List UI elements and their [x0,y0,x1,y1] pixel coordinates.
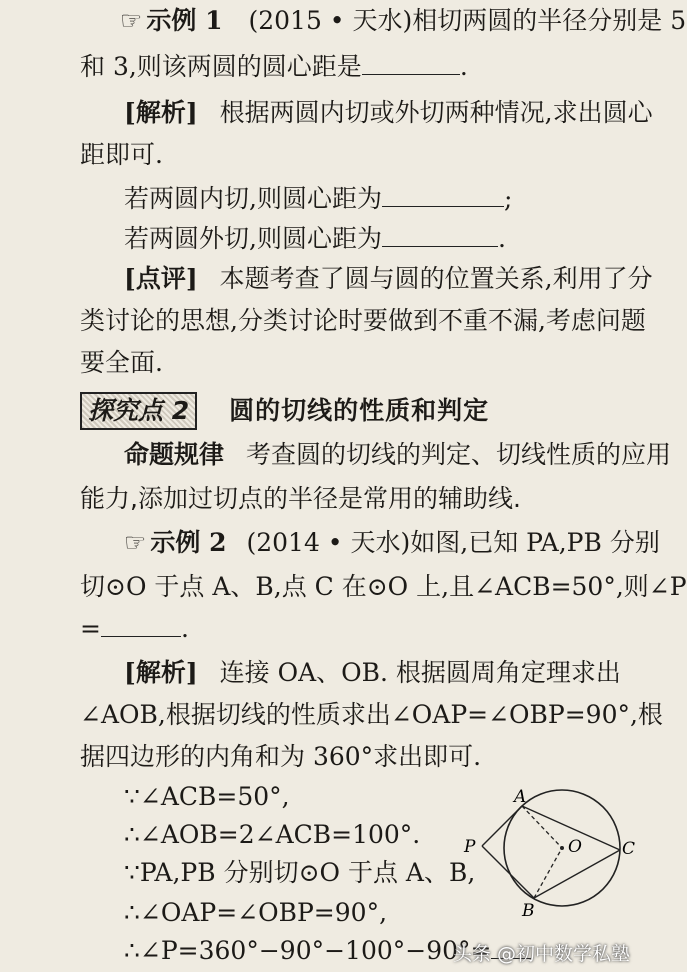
section-box-label: 探究点 2 [80,392,197,430]
step-1-text: ∵∠ACB=50°, [124,782,290,811]
tangent-pa [482,806,522,846]
step-2 [124,818,420,852]
answer-blank-1 [362,50,460,75]
comment1-line3 [80,346,163,380]
answer-blank-4 [101,612,181,637]
analysis1-line2 [80,138,163,172]
step-4-text: ∴∠OAP=∠OBP=90°, [124,898,388,927]
analysis2-text1: 连接 OA、OB. 根据圆周角定理求出 [219,658,621,687]
outer-tangent-text: 若两圆外切,则圆心距为 [124,224,382,253]
analysis1-text2: 距即可. [80,140,163,169]
watermark: 头条 @初中数学私塾 [452,943,630,965]
example1-line1 [120,4,686,38]
example2-text2: 切⊙O 于点 A、B,点 C 在⊙O 上,且∠ACB=50°,则∠P [80,572,687,601]
example1-source: (2015 • 天水) [248,6,413,35]
section2-heading [80,392,489,430]
example1-line2 [80,50,468,84]
example2-line1 [124,526,660,560]
analysis2-line1 [124,656,621,690]
example1-tag: 示例 1 [146,6,223,35]
comment1-text2: 类讨论的思想,分类讨论时要做到不重不漏,考虑问题 [80,306,646,335]
analysis2-line2 [80,698,663,732]
step-2-text: ∴∠AOB=2∠ACB=100°. [124,820,421,849]
comment1-line2 [80,304,646,338]
example2-line2 [80,570,687,604]
analysis1-outer [124,222,506,256]
radius-oa [522,806,562,848]
tangent-pb [482,846,534,898]
analysis2-text2: ∠AOB,根据切线的性质求出∠OAP=∠OBP=90°,根 [80,700,663,729]
rule-label: 命题规律 [124,440,225,469]
example2-tag: 示例 2 [150,528,227,557]
analysis2-label: [解析] [124,658,198,687]
analysis-label: [解析] [124,98,198,127]
example2-text1: 如图,已知 PA,PB 分别 [410,528,660,557]
rule-line2 [80,482,521,516]
pointing-hand-icon: ☞ [120,6,143,35]
label-a: A [514,787,527,807]
comment1-line1 [124,262,653,296]
label-o: O [568,837,582,857]
analysis1-inner [124,182,512,216]
comment-label: [点评] [124,264,198,293]
label-b: B [522,901,535,921]
rule-line1 [124,438,671,472]
step-1 [124,780,290,814]
rule-text2: 能力,添加过切点的半径是常用的辅助线. [80,484,521,513]
step-3 [124,856,475,890]
analysis2-line3 [80,740,481,774]
label-c: C [622,839,636,859]
step-4 [124,896,387,930]
label-p: P [464,837,476,857]
example2-source: (2014 • 天水) [246,528,411,557]
section-title: 圆的切线的性质和判定 [229,396,490,425]
step-3-text: ∵PA,PB 分别切⊙O 于点 A、B, [124,858,476,887]
example2-eq: = [80,614,101,643]
pointing-hand-icon-2: ☞ [124,528,147,557]
example1-text2: 和 3,则该两圆的圆心距是 [80,52,362,81]
analysis1-text1: 根据两圆内切或外切两种情况,求出圆心 [219,98,653,127]
analysis2-text3: 据四边形的内角和为 360°求出即可. [80,742,482,771]
analysis1-line1 [124,96,653,130]
example2-line3 [80,612,189,646]
inner-end: ; [503,184,513,213]
step-5-text: ∴∠P=360°−90°−100°−90°= [124,936,492,965]
example1-text: 相切两圆的半径分别是 5 [412,6,687,35]
outer-end: . [497,224,506,253]
comment1-text1: 本题考查了圆与圆的位置关系,利用了分 [219,264,653,293]
rule-text1: 考查圆的切线的判定、切线性质的应用 [245,440,671,469]
example2-end: . [180,614,189,643]
inner-tangent-text: 若两圆内切,则圆心距为 [124,184,382,213]
tangent-figure [460,770,640,960]
answer-blank-2 [382,182,504,207]
center-dot [560,846,564,850]
example1-end: . [459,52,468,81]
chord-bc [534,850,620,898]
answer-blank-3 [382,222,498,247]
comment1-text3: 要全面. [80,348,163,377]
